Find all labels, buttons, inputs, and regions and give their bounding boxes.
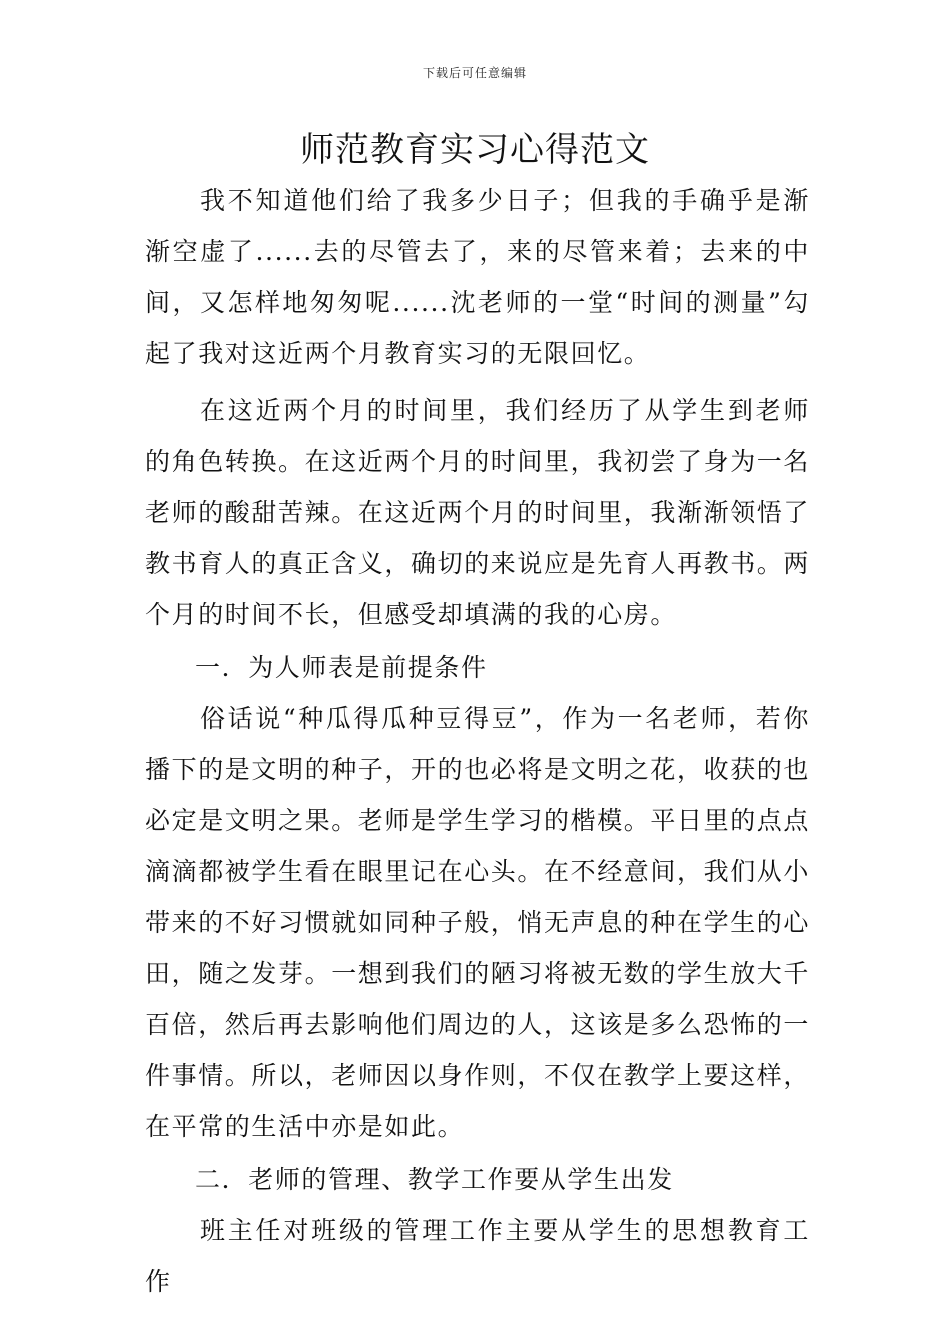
section-heading: 二．老师的管理、教学工作要从学生出发 (195, 1165, 674, 1194)
paragraph: 俗话说“种瓜得瓜种豆得豆”，作为一名老师，若你播下的是文明的种子，开的也必将是文明之花，收获的也必定是文明之果。老师是学生学习的楷模。平日里的点点滴滴都被学生看在眼里记在心头。在不经意间，我们从小带来的不好习惯就如同种子般，悄无声息的种在学生的心田，随之发芽。一想到我们的陋习将被无数的学生放大千百倍，然后再去影响他们周边的人，这该是多么恐怖的一件事情。所以，老师因以身作则，不仅在教学上要这样，在平常的生活中亦是如此。 (145, 704, 811, 1141)
paragraph: 在这近两个月的时间里，我们经历了从学生到老师的角色转换。在这近两个月的时间里，我初尝了身为一名老师的酸甜苦辣。在这近两个月的时间里，我渐渐领悟了教书育人的真正含义，确切的来说应是先育人再教书。两个月的时间不长，但感受却填满的我的心房。 (145, 396, 811, 629)
paragraph: 班主任对班级的管理工作主要从学生的思想教育工作 (145, 1216, 810, 1296)
header-note: 下载后可任意编辑 (422, 66, 527, 80)
document-title: 师范教育实习心得范文 (300, 130, 650, 170)
section-heading: 一．为人师表是前提条件 (195, 653, 488, 682)
document-body (145, 175, 810, 1307)
paragraph: 我不知道他们给了我多少日子；但我的手确乎是渐渐空虚了......去的尽管去了，来的尽管来着；去来的中间，又怎样地匆匆呢......沈老师的一堂“时间的测量”勾起了我对这近两个月教育实习的无限回忆。 (145, 186, 810, 368)
